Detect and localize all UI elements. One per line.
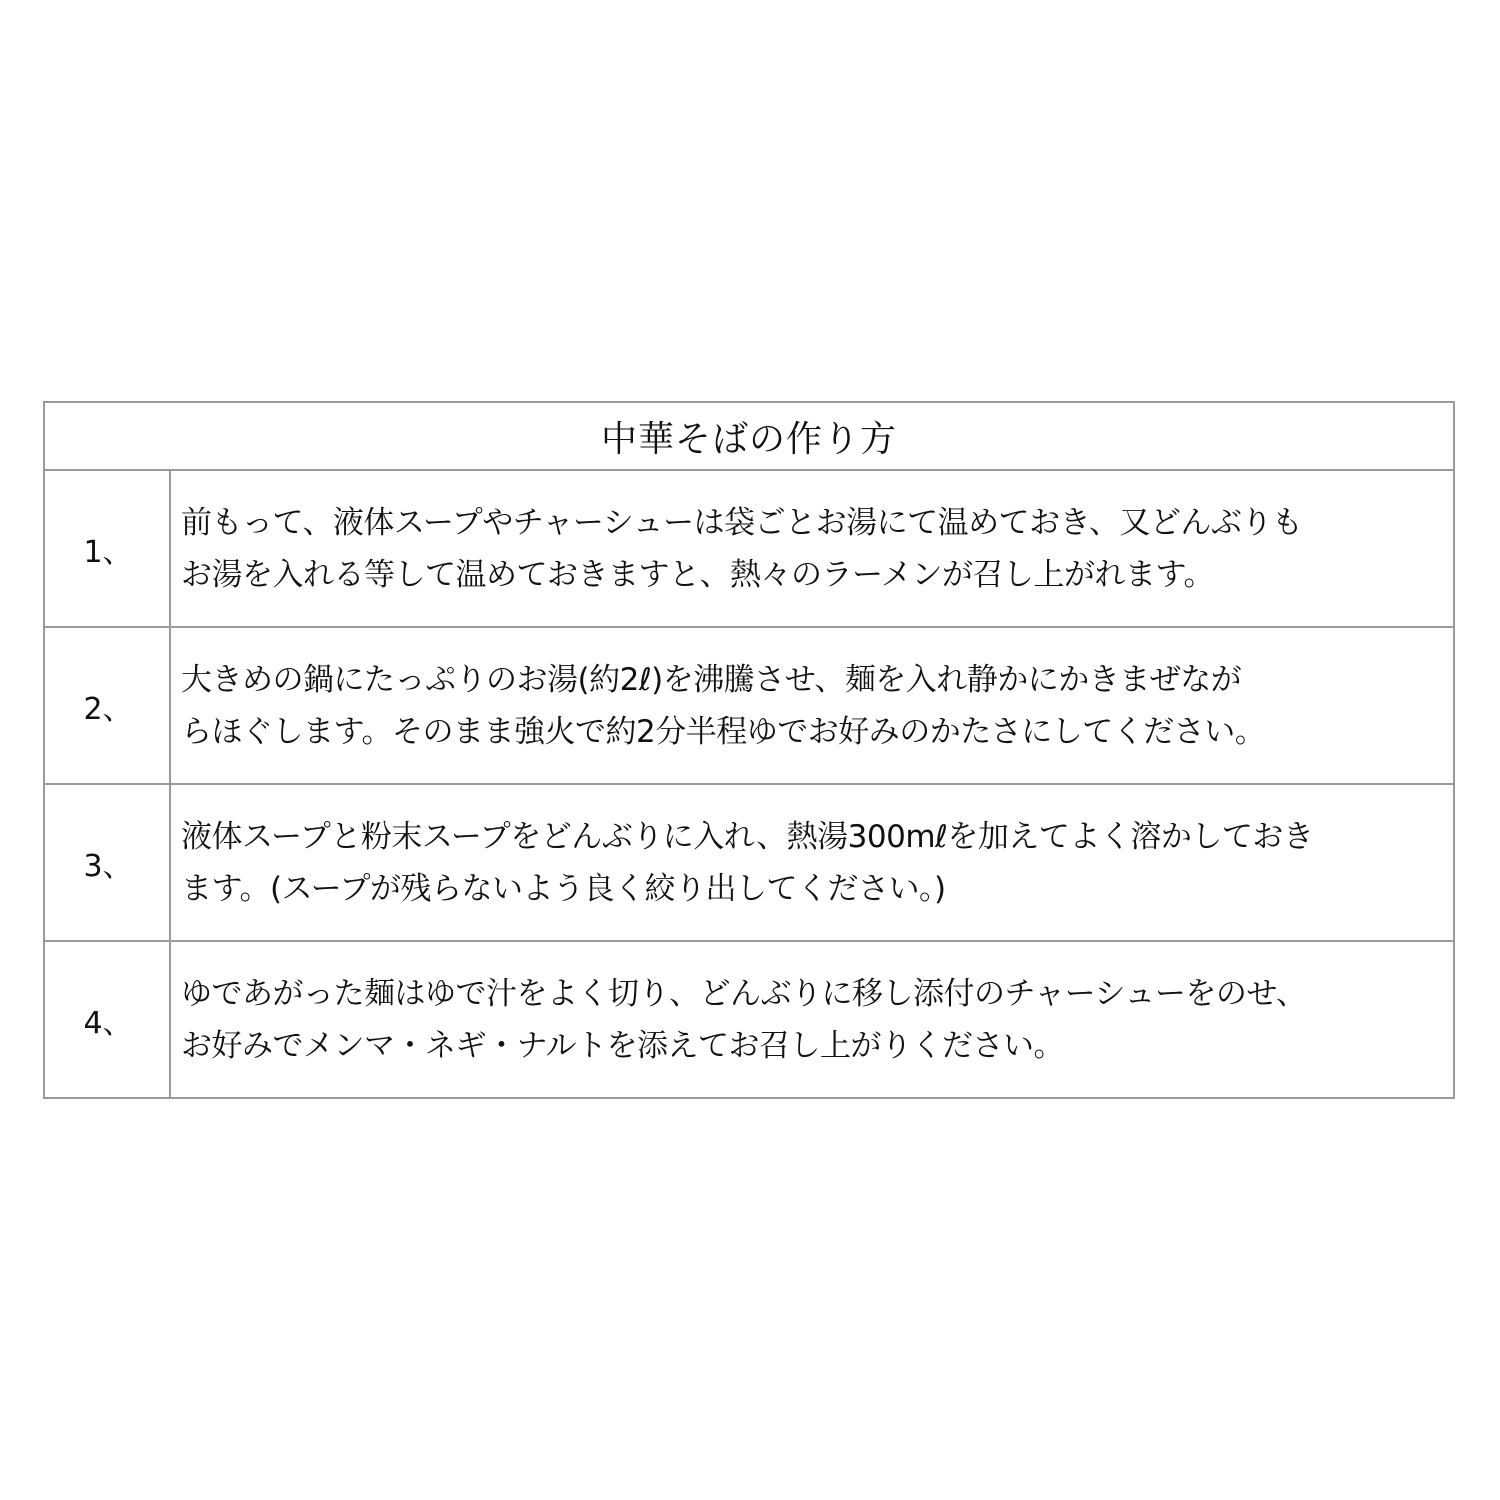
step-text: 前もって、液体スープやチャーシューは袋ごとお湯にて温めておき、又どんぶりも お湯を入れる等して温めておきますと、熱々のラーメンが召し上がれます。 <box>170 470 1454 627</box>
step-number: 2、 <box>44 627 170 784</box>
step-row-2 <box>44 627 1454 784</box>
table-title: 中華そばの作り方 <box>44 402 1454 470</box>
step-number: 1、 <box>44 470 170 627</box>
step-number: 3、 <box>44 784 170 941</box>
step-text: 液体スープと粉末スープをどんぶりに入れ、熱湯300mℓを加えてよく溶かしておき ます。(スープが残らないよう良く絞り出してください。) <box>170 784 1454 941</box>
step-number: 4、 <box>44 941 170 1098</box>
instructions-table <box>43 401 1455 1099</box>
title-row <box>44 402 1454 470</box>
step-text: 大きめの鍋にたっぷりのお湯(約2ℓ)を沸騰させ、麺を入れ静かにかきまぜなが らほぐします。そのまま強火で約2分半程ゆでお好みのかたさにしてください。 <box>170 627 1454 784</box>
step-row-4 <box>44 941 1454 1098</box>
step-row-3 <box>44 784 1454 941</box>
step-text: ゆであがった麺はゆで汁をよく切り、どんぶりに移し添付のチャーシューをのせ、 お好みでメンマ・ネギ・ナルトを添えてお召し上がりください。 <box>170 941 1454 1098</box>
step-row-1 <box>44 470 1454 627</box>
